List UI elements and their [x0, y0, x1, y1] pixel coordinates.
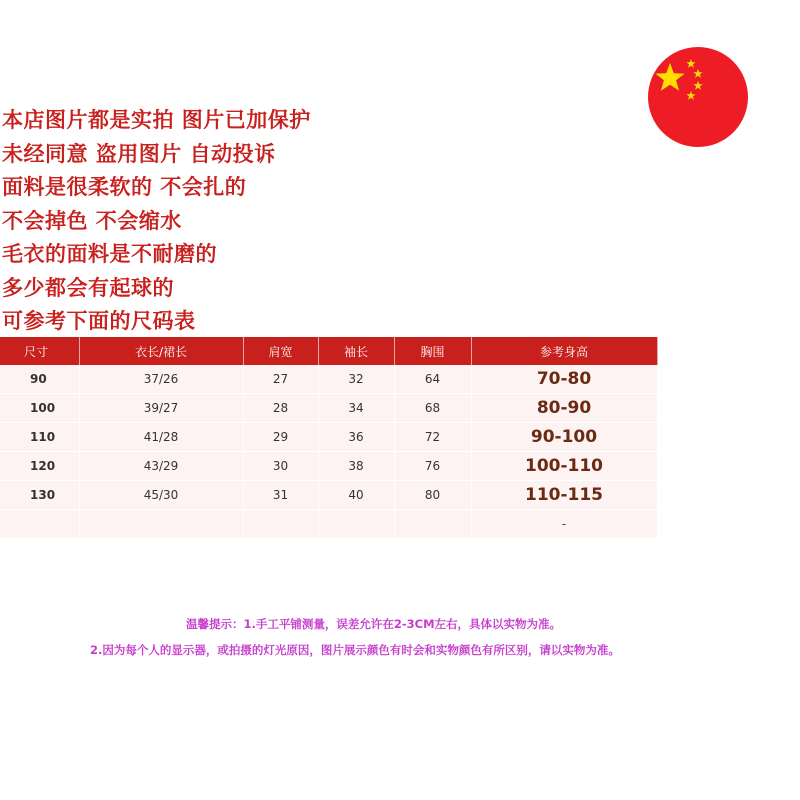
cell-chest: 68: [394, 394, 471, 423]
cell-chest: [394, 510, 471, 539]
cell-size: 110: [0, 423, 79, 452]
cell-shoulder: 28: [243, 394, 318, 423]
cell-chest: 64: [394, 365, 471, 394]
cell-length: 37/26: [79, 365, 243, 394]
china-flag-icon: [648, 47, 748, 147]
cell-shoulder: 30: [243, 452, 318, 481]
note-line: 本店图片都是实拍 图片已加保护: [2, 108, 311, 132]
header-sleeve: 袖长: [318, 337, 394, 365]
header-size: 尺寸: [0, 337, 79, 365]
cell-length: [79, 510, 243, 539]
cell-length: 39/27: [79, 394, 243, 423]
cell-size: [0, 510, 79, 539]
cell-length: 43/29: [79, 452, 243, 481]
cell-sleeve: 36: [318, 423, 394, 452]
cell-size: 90: [0, 365, 79, 394]
table-row: [0, 481, 657, 510]
cell-height: 110-115: [471, 481, 657, 510]
cell-shoulder: [243, 510, 318, 539]
note-line: 未经同意 盗用图片 自动投诉: [2, 141, 276, 166]
cell-shoulder: 27: [243, 365, 318, 394]
cell-size: 130: [0, 481, 79, 510]
table-row: [0, 423, 657, 452]
cell-length: 45/30: [79, 481, 243, 510]
table-header-row: [0, 337, 657, 365]
cell-height: -: [471, 510, 657, 539]
cell-sleeve: 32: [318, 365, 394, 394]
cell-chest: 76: [394, 452, 471, 481]
cell-sleeve: [318, 510, 394, 539]
note-line: 多少都会有起球的: [2, 275, 174, 300]
note-line: 面料是很柔软的 不会扎的: [2, 175, 247, 199]
cell-size: 120: [0, 452, 79, 481]
tip-line-2: 2.因为每个人的显示器，或拍摄的灯光原因，图片展示颜色有时会和实物颜色有所区别，请以实物为准。: [90, 643, 620, 657]
cell-sleeve: 34: [318, 394, 394, 423]
note-line: 可参考下面的尺码表: [2, 309, 196, 333]
cell-shoulder: 29: [243, 423, 318, 452]
table-row: [0, 394, 657, 423]
cell-size: 100: [0, 394, 79, 423]
header-height: 参考身高: [471, 337, 657, 365]
header-length: 衣长/裙长: [79, 337, 243, 365]
cell-height: 70-80: [471, 365, 657, 394]
size-chart-table: [0, 337, 658, 539]
tip-line-1: 温馨提示：1.手工平铺测量，误差允许在2-3CM左右，具体以实物为准。: [186, 617, 562, 631]
header-chest: 胸围: [394, 337, 471, 365]
cell-chest: 72: [394, 423, 471, 452]
table-row: [0, 452, 657, 481]
cell-height: 100-110: [471, 452, 657, 481]
cell-chest: 80: [394, 481, 471, 510]
cell-shoulder: 31: [243, 481, 318, 510]
cell-sleeve: 40: [318, 481, 394, 510]
cell-sleeve: 38: [318, 452, 394, 481]
cell-height: 90-100: [471, 423, 657, 452]
note-line: 毛衣的面料是不耐磨的: [2, 242, 217, 266]
header-shoulder: 肩宽: [243, 337, 318, 365]
cell-height: 80-90: [471, 394, 657, 423]
table-row: [0, 365, 657, 394]
store-notes: [2, 104, 642, 339]
note-line: 不会掉色 不会缩水: [2, 208, 182, 233]
cell-length: 41/28: [79, 423, 243, 452]
table-row: [0, 510, 657, 539]
